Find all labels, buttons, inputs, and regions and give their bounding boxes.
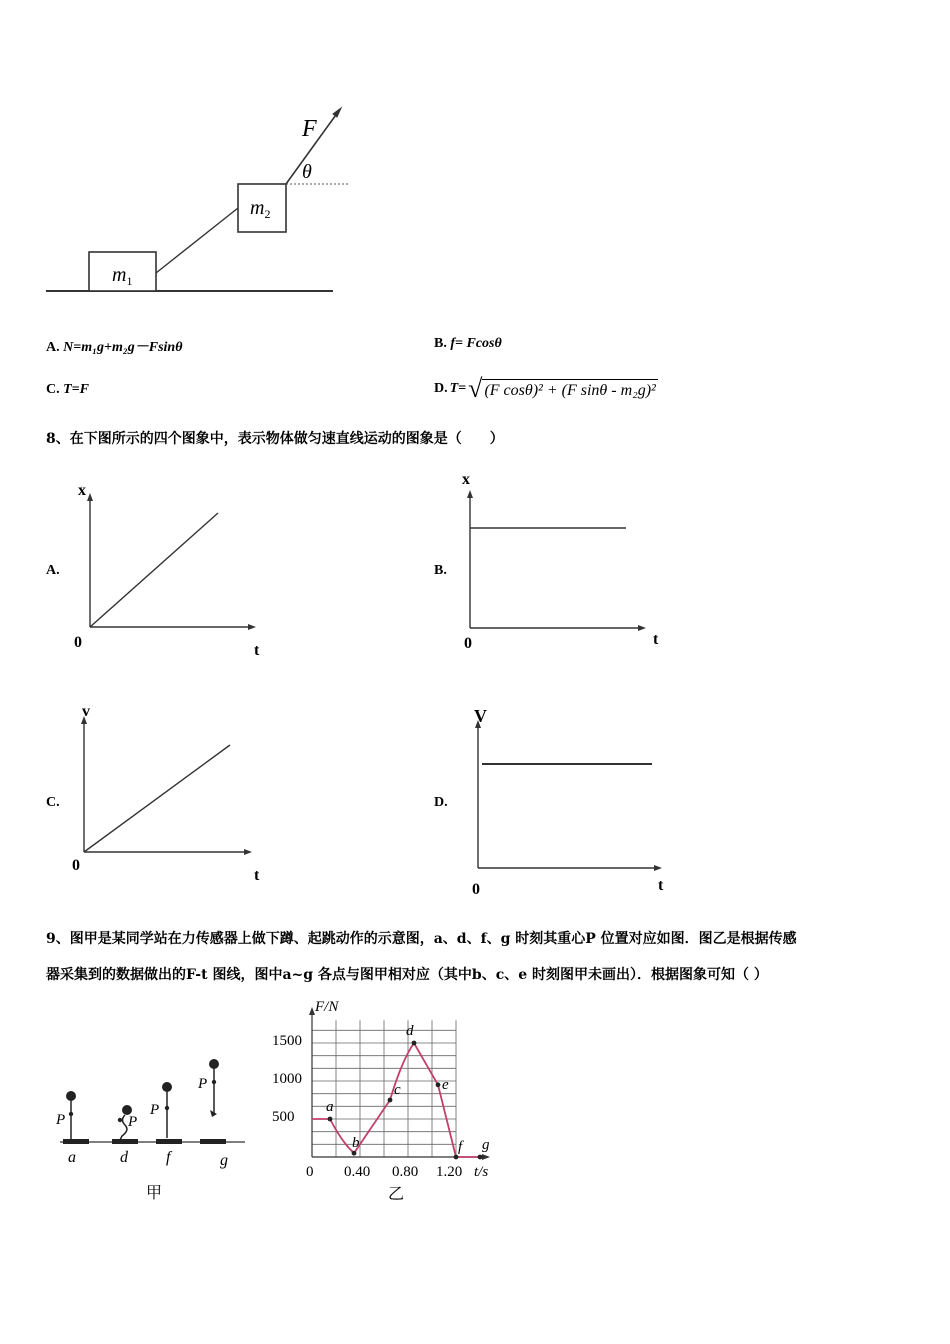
graph-d-y-label: V [474,706,487,726]
graph-b-origin: 0 [464,635,472,652]
chart-x-label: t/s [474,1164,489,1180]
graph-a-line [90,513,218,627]
graph-c-x-arrowhead [244,849,252,855]
graph-b-y-arrowhead [467,490,473,498]
option-b-text: f= Fcosθ [450,336,502,351]
block1-label: $m_1$ [112,264,133,288]
y-tick-1000: 1000 [272,1071,302,1087]
block2-label: $m_2$ [250,197,271,221]
person-f-head [162,1082,172,1092]
chart-y-label: F/N [315,999,339,1015]
point-label-b: b [352,1135,360,1152]
point-label-g: g [482,1137,490,1153]
point-e [436,1082,441,1087]
option-d-lhs: T= [449,381,467,396]
point-label-d: d [406,1023,414,1039]
chart-origin: 0 [306,1164,314,1180]
graph-d-x-arrowhead [654,865,662,871]
q8-label-d[interactable]: D. [434,795,448,810]
angle-label: θ [302,161,312,183]
point-b [352,1151,357,1156]
option-c[interactable] [46,382,89,398]
sensor-a [63,1139,89,1144]
graph-d-x-label: t [658,877,664,894]
fig-yi-caption: 乙 [388,1186,405,1203]
point-p-d: P [128,1114,138,1130]
point-a [328,1117,333,1122]
option-a[interactable] [46,336,182,356]
point-label-f: f [458,1139,463,1155]
center-p-d [118,1118,122,1122]
point-d [412,1041,417,1046]
point-label-a: a [326,1099,334,1115]
force-curve [312,1043,480,1157]
option-c-prefix: C. [46,382,60,397]
sensor-d [112,1139,138,1144]
label-d: d [120,1149,128,1166]
graph-a-y-arrowhead [87,493,93,501]
sqrt-icon: √ [468,374,483,403]
x-tick-1.20: 1.20 [436,1164,463,1180]
point-f [454,1155,459,1160]
option-b-prefix: B. [434,336,447,351]
person-a-head [66,1091,76,1101]
graph-a-x-label: t [254,642,260,659]
label-g: g [220,1152,228,1169]
graph-c-origin: 0 [72,857,80,874]
graph-d [460,700,680,900]
q8-label-a[interactable]: A. [46,563,60,578]
option-b[interactable] [434,336,502,352]
y-tick-500: 500 [272,1109,295,1125]
fig-yi-chart [260,995,510,1205]
option-d-prefix: D. [434,381,448,396]
graph-c-x-label: t [254,867,260,884]
graph-d-origin: 0 [472,881,480,898]
option-c-text: T=F [63,382,89,397]
connecting-rope [156,208,238,273]
graph-b-x-arrowhead [638,625,646,631]
force-label: F [302,116,317,142]
point-c [388,1098,393,1103]
center-p-g [212,1080,216,1084]
graph-b-x-label: t [653,631,659,648]
graph-c [60,700,280,885]
center-p-a [69,1112,73,1116]
q8-label-b[interactable]: B. [434,563,447,578]
force-arrowhead [333,108,341,117]
point-p-a: P [56,1112,66,1128]
center-p-f [165,1106,169,1110]
q9-stem-line1: 9、图甲是某同学站在力传感器上做下蹲、起跳动作的示意图，a、d、f、g 时刻其重心P 位置对应如图．图乙是根据传感 [46,931,797,947]
graph-a-y-label: x [78,482,86,499]
person-g-head [209,1059,219,1069]
sensor-f [156,1139,182,1144]
graph-a-x-arrowhead [248,624,256,630]
point-p-g: P [198,1076,208,1092]
graph-c-line [84,745,230,852]
label-a: a [68,1149,76,1166]
point-g [478,1155,483,1160]
graph-b-y-label: x [462,471,470,488]
q7-figure [40,100,360,300]
graph-c-y-label: v [82,703,90,720]
x-tick-0.40: 0.40 [344,1164,371,1180]
q8-stem: 8、在下图所示的四个图象中，表示物体做匀速直线运动的图象是（ ） [46,431,504,447]
option-d-expression: (F cosθ)² + (F sinθ - m₂g)² [482,379,657,400]
option-a-text: N=m₁g+m₂g－Fsinθ [63,340,183,355]
point-label-e: e [442,1076,449,1093]
x-tick-0.80: 0.80 [392,1164,419,1180]
point-label-c: c [394,1082,401,1098]
graph-a [60,475,280,665]
fig-jia-caption: 甲 [146,1185,163,1202]
fig-jia [50,1050,250,1210]
q9-stem-line2: 器采集到的数据做出的F-t 图线，图中a~g 各点与图甲相对应（其中b、c、e 时刻图甲未画出）．根据图象可知（ ） [46,967,768,983]
chart-grid [312,1020,456,1157]
sensor-g [200,1139,226,1144]
option-d[interactable] [434,374,658,404]
q8-label-c[interactable]: C. [46,795,60,810]
graph-b [448,468,678,658]
graph-a-origin: 0 [74,634,82,651]
option-a-prefix: A. [46,340,60,355]
chart-x-arrowhead [482,1154,490,1160]
point-p-f: P [150,1102,160,1118]
label-f: f [166,1149,171,1166]
y-tick-1500: 1500 [272,1033,302,1049]
